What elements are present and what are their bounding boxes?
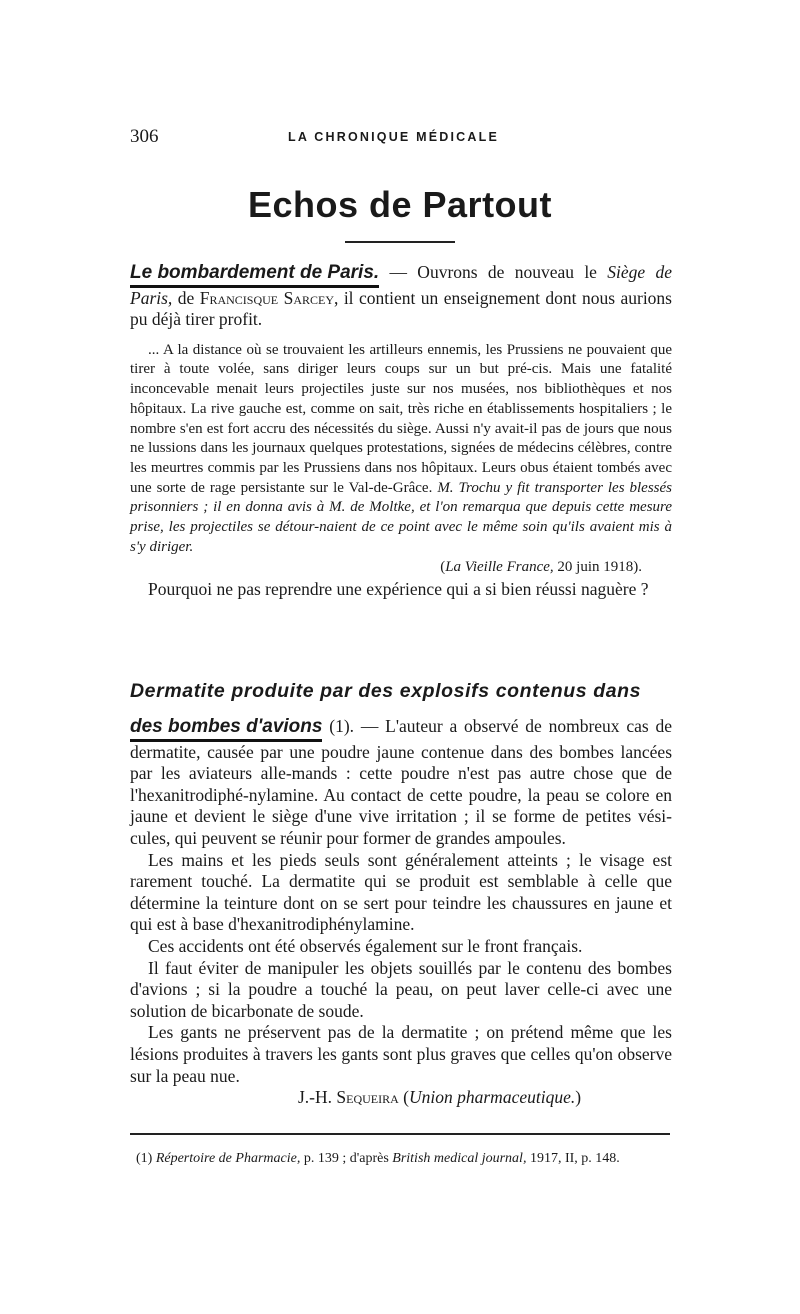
section2-heading-line2: des bombes d'avions — [130, 716, 322, 742]
section1-quote: ... A la distance où se trouvaient les artilleurs ennemis, les Prussiens ne pouvaient que tirer à toute volée, sans diriger leurs coups sur un but pré-cis. Mais une fatalité inconcevable menait leurs projectiles juste sur nos musées, nos bibliothèques et nos hôpitaux. La rive gauche est, comme on sait, très riche en établissements hospitaliers ; le nombre s'en est fort accru des nécessités du siège. Aussi n'y avait-il pas de jours que nous ne lussions dans les journaux quelques protestations, signées de médecins célèbres, contre les meurtres commis par les Prussiens dans nos hôpitaux. Leurs obus étaient tombés avec une sorte de rage persistante sur le Val-de-Grâce. M. Trochu y fit transporter les blessés prisonniers ; il en donna avis à M. de Moltke, et l'on remarqua que depuis cette mesure prise, les projectiles se détour-naient de ce point avec le même soin qu'ils avaient mis à s'y diriger. — [130, 341, 673, 555]
footnote-reference[interactable]: (1). — [322, 716, 355, 736]
section2-para1: des bombes d'avions (1). — L'auteur a observé de nombreux cas de dermatite, causée par une poudre jaune contenue dans des bombes lancées par les aviateurs alle-mands : cette poudre n'est pas autre chose que de l'hexanitrodiphé-nylamine. Au contact de cette poudre, la peau se colore en jaune et devient le siège d'une vive irritation ; il se forme de petites vési-cules, qui peuvent se réunir pour former de grandes ampoules. — [130, 716, 673, 848]
page-title: Echos de Partout — [247, 184, 553, 225]
section1-intro: Le bombardement de Paris. — Ouvrons de nouveau le Siège de Paris, de Francisque Sarcey, il contient un enseignement dont nous aurions pu déjà tirer profit. — [130, 262, 672, 330]
running-head: LA CHRONIQUE MÉDICALE — [288, 130, 500, 144]
page-header — [130, 126, 670, 150]
section2-para5: Les gants ne préservent pas de la dermatite ; on prétend même que les lésions produites à travers les gants sont plus graves que celles qu'on observe sur la peau nue. — [130, 1022, 672, 1086]
section2-para4: Il faut éviter de manipuler les objets souillés par le contenu des bombes d'avions ; si la poudre a touché la peau, on peut laver celle-ci avec une solution de bicarbonate de soude. — [130, 957, 672, 1021]
section2-heading-line1: Dermatite produite par des explosifs contenus dans — [130, 680, 642, 702]
section-bombardement — [130, 262, 672, 601]
section2-para2: Les mains et les pieds seuls sont généralement atteints ; le visage est rarement touché. La dermatite qui se produit est semblable à celle que détermine la teinture dont on se sert pour teindre les chaussures en jaune et qui est à base d'hexanitrodiphénylamine. — [130, 849, 672, 935]
section1-closing: Pourquoi ne pas reprendre une expérience qui a si bien réussi naguère ? — [148, 579, 649, 600]
section-dermatite — [130, 680, 672, 1109]
cited-author: Francisque Sarcey, — [199, 287, 339, 308]
title-divider — [345, 241, 455, 243]
page-number: 306 — [130, 126, 159, 147]
footnote-text: (1) Répertoire de Pharmacie, p. 139 ; d'après British medical journal, 1917, II, p. 148. — [136, 1151, 620, 1166]
section2-signature: J.-H. Sequeira (Union pharmaceutique.) — [298, 1087, 582, 1108]
section1-heading: Le bombardement de Paris. — [130, 262, 379, 288]
footnote-divider — [130, 1133, 670, 1135]
section2-heading — [130, 680, 672, 704]
section2-para3: Ces accidents ont été observés également sur le front français. — [148, 935, 583, 956]
section1-source: (La Vieille France, 20 juin 1918). — [440, 558, 642, 575]
footnote-block — [130, 1150, 672, 1168]
